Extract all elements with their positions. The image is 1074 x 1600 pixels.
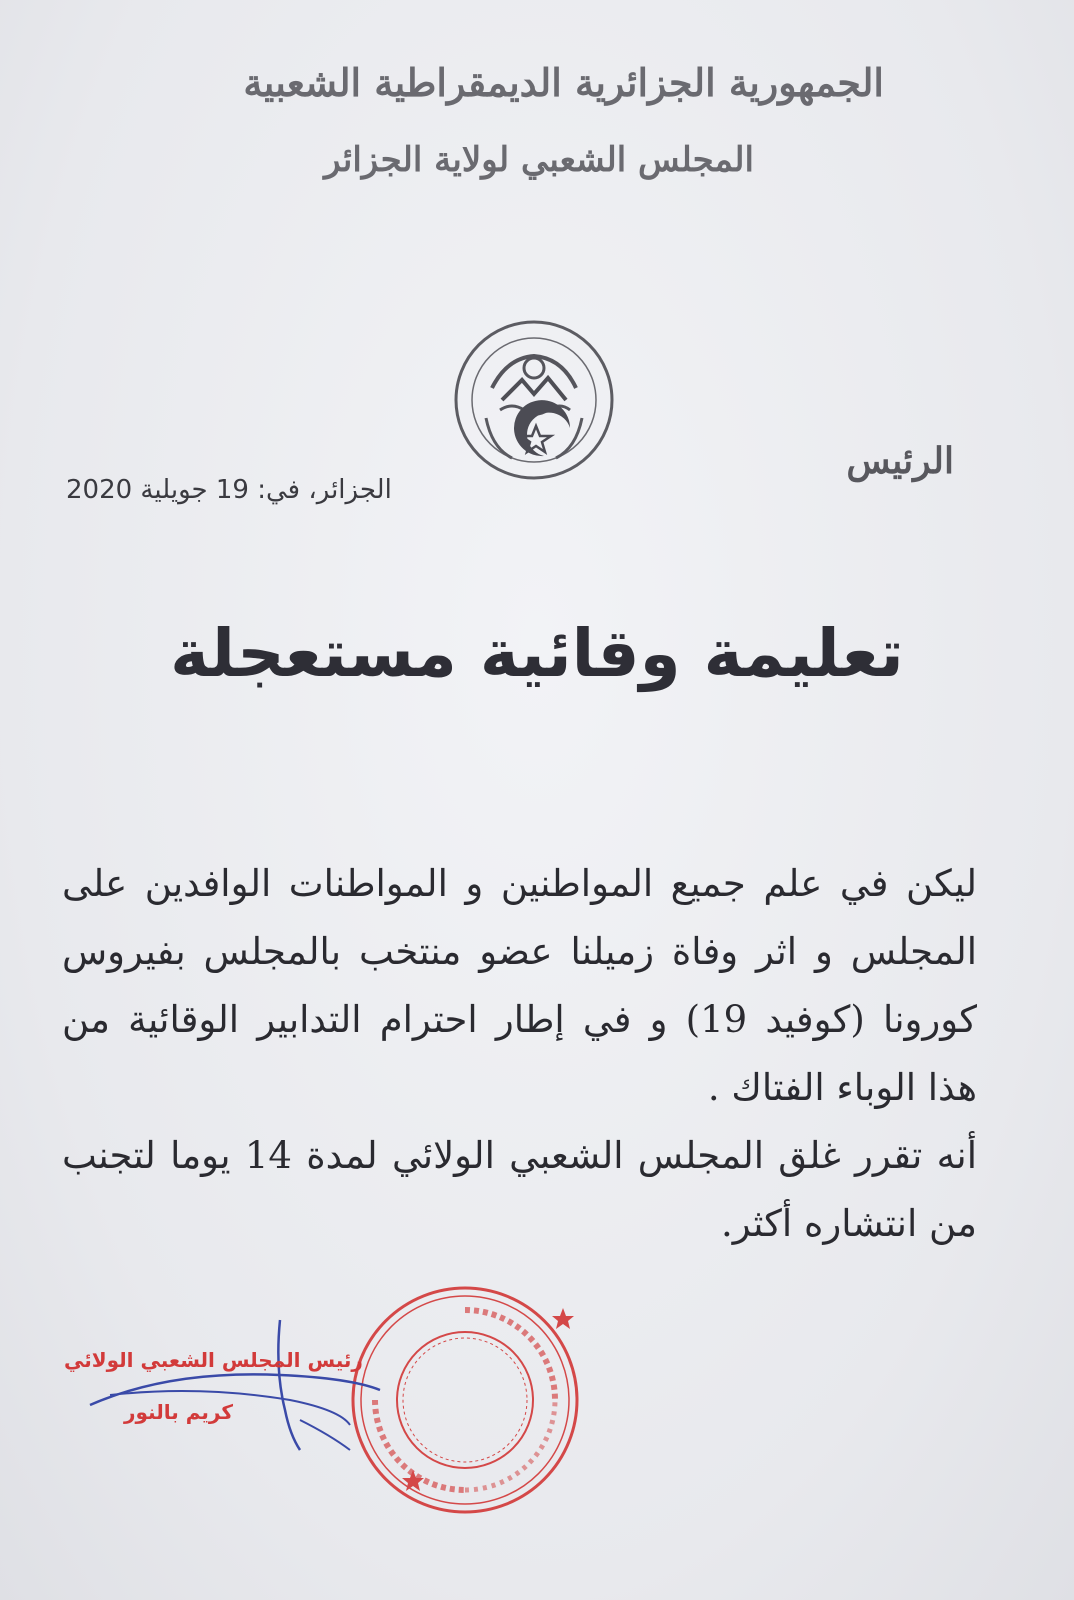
- emblem-icon: [452, 318, 616, 482]
- header-republic: الجمهورية الجزائرية الديمقراطية الشعبية: [243, 60, 884, 105]
- document-body: [62, 850, 977, 1258]
- header-council: المجلس الشعبي لولاية الجزائر: [324, 140, 754, 180]
- signature-icon: [50, 1300, 470, 1470]
- signature-title: رئيس المجلس الشعبي الولائي: [64, 1348, 363, 1372]
- body-paragraph-2: أنه تقرر غلق المجلس الشعبي الولائي لمدة 14 يوما لتجنب من انتشاره أكثر.: [62, 1134, 977, 1245]
- body-paragraph-1: ليكن في علم جميع المواطنين و المواطنات الوافدين على المجلس و اثر وفاة زميلنا عضو منتخب بالمجلس بفيروس كورونا (كوفيد 19) و في إطار احترام التدابير الوقائية من هذا الوباء الفتاك .: [62, 862, 978, 1109]
- president-label: الرئيس: [846, 440, 954, 482]
- date-line: الجزائر، في: 19 جويلية 2020: [66, 475, 392, 505]
- document-title: تعليمة وقائية مستعجلة: [170, 615, 904, 692]
- signature-name: كريم بالنور: [124, 1400, 233, 1424]
